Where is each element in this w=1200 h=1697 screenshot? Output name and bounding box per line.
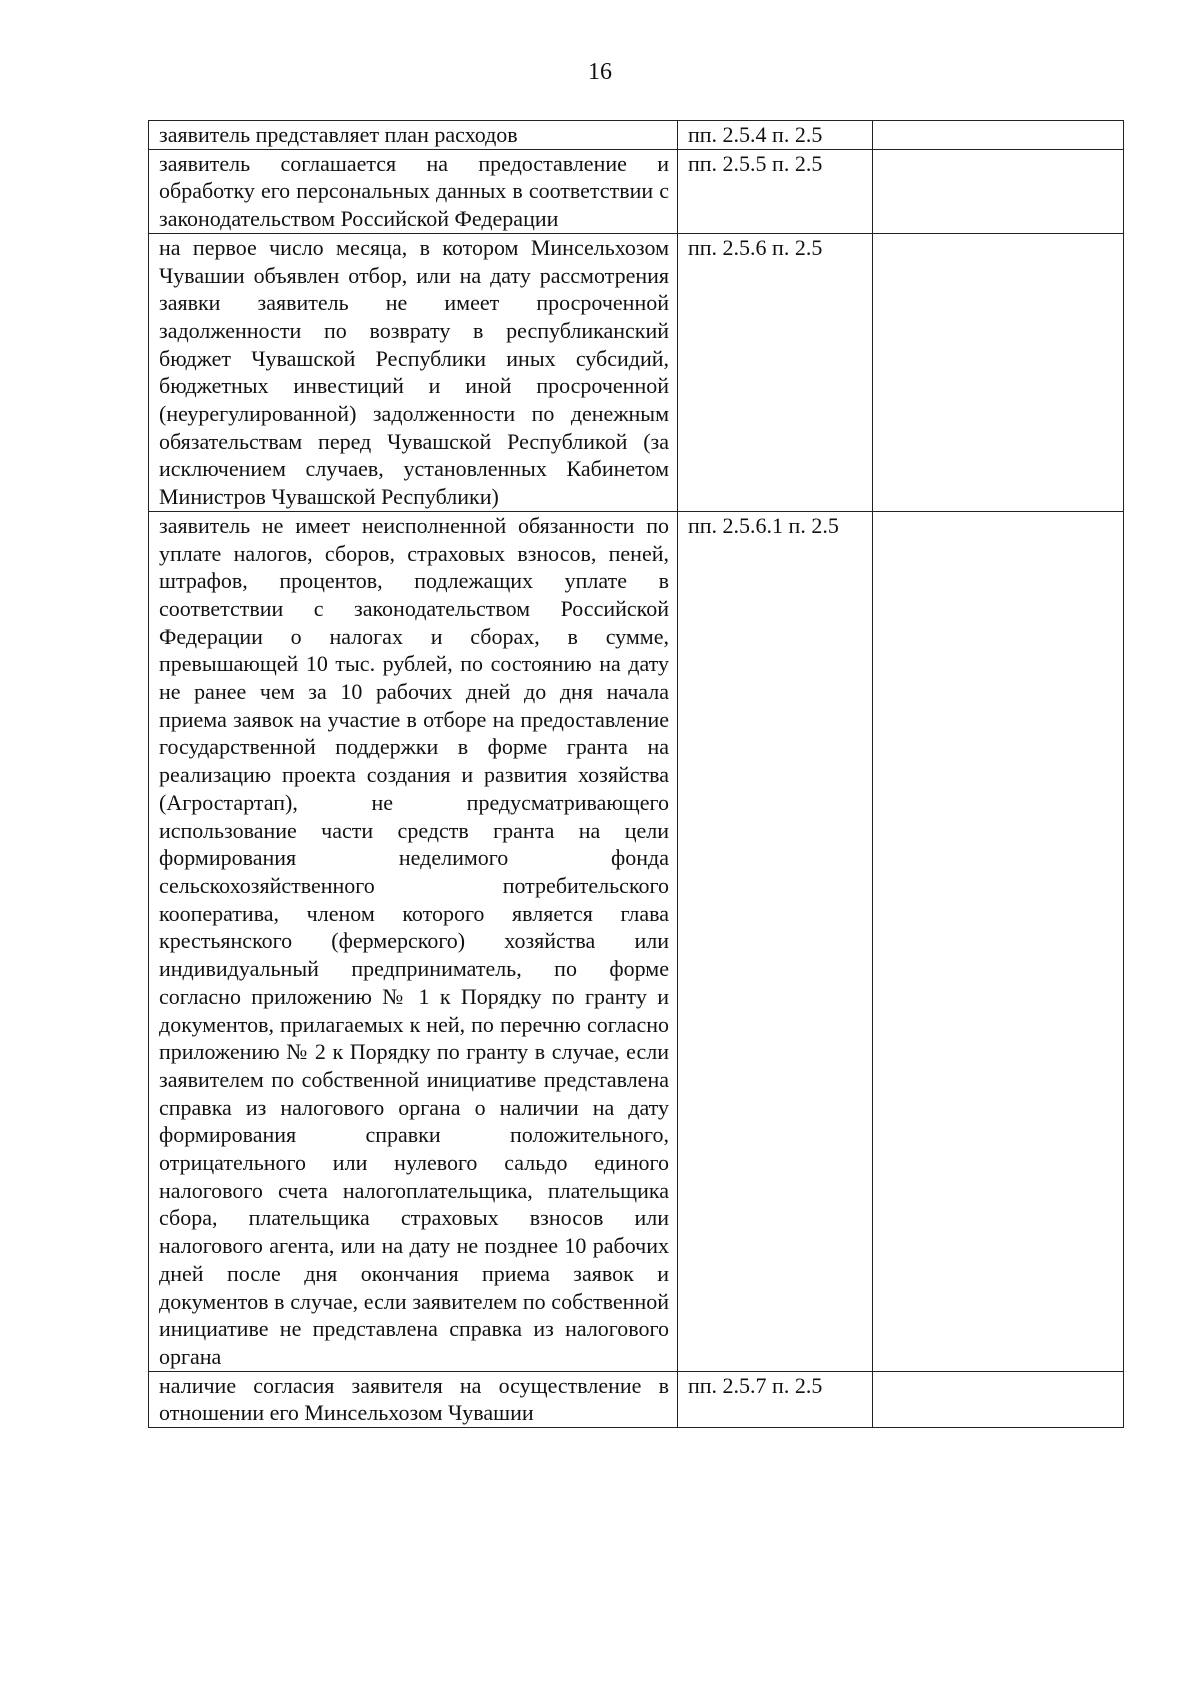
requirement-text: на первое число месяца, в котором Минсельхозом Чувашии объявлен отбор, или на дату рассмотрения заявки заявитель не имеет просроченной задолженности по возврату в республиканский бюджет Чувашской Республики иных субсидий, бюджетных инвестиций и иной просроченной (неурегулированной) задолженности по денежным обязательствам перед Чувашской Республикой (за исключением случаев, установленных Кабинетом Министров Чувашской Республики) xyxy=(149,233,678,511)
empty-cell xyxy=(873,233,1124,511)
reference-cell: пп. 2.5.7 п. 2.5 xyxy=(678,1371,873,1427)
table-row xyxy=(149,511,1124,1371)
table-row xyxy=(149,149,1124,233)
table-row xyxy=(149,233,1124,511)
requirement-text: заявитель не имеет неисполненной обязанности по уплате налогов, сборов, страховых взносов, пеней, штрафов, процентов, подлежащих уплате в соответствии с законодательством Российской Федерации о налогах и сборах, в сумме, превышающей 10 тыс. рублей, по состоянию на дату не ранее чем за 10 рабочих дней до дня начала приема заявок на участие в отборе на предоставление государственной поддержки в форме гранта на реализацию проекта создания и развития хозяйства (Агростартап), не предусматривающего использование части средств гранта на цели формирования неделимого фонда сельскохозяйственного потребительского кооператива, членом которого является глава крестьянского (фермерского) хозяйства или индивидуальный предприниматель, по форме согласно приложению № 1 к Порядку по гранту и документов, прилагаемых к ней, по перечню согласно приложению № 2 к Порядку по гранту в случае, если заявителем по собственной инициативе представлена справка из налогового органа о наличии на дату формирования справки положительного, отрицательного или нулевого сальдо единого налогового счета налогоплательщика, плательщика сбора, плательщика страховых взносов или налогового агента, или на дату не позднее 10 рабочих дней после дня окончания приема заявок и документов в случае, если заявителем по собственной инициативе не представлена справка из налогового органа xyxy=(149,511,678,1371)
empty-cell xyxy=(873,1371,1124,1427)
requirement-text: наличие согласия заявителя на осуществление в отношении его Минсельхозом Чувашии xyxy=(149,1371,678,1427)
empty-cell xyxy=(873,121,1124,150)
page-number: 16 xyxy=(588,59,612,85)
reference-cell: пп. 2.5.4 п. 2.5 xyxy=(678,121,873,150)
reference-cell: пп. 2.5.6 п. 2.5 xyxy=(678,233,873,511)
reference-cell: пп. 2.5.5 п. 2.5 xyxy=(678,149,873,233)
table-row xyxy=(149,121,1124,150)
requirements-table xyxy=(148,120,1124,1428)
table-row xyxy=(149,1371,1124,1427)
empty-cell xyxy=(873,511,1124,1371)
requirement-text: заявитель представляет план расходов xyxy=(149,121,678,150)
requirement-text: заявитель соглашается на предоставление и обработку его персональных данных в соответствии с законодательством Российской Федерации xyxy=(149,149,678,233)
empty-cell xyxy=(873,149,1124,233)
reference-cell: пп. 2.5.6.1 п. 2.5 xyxy=(678,511,873,1371)
